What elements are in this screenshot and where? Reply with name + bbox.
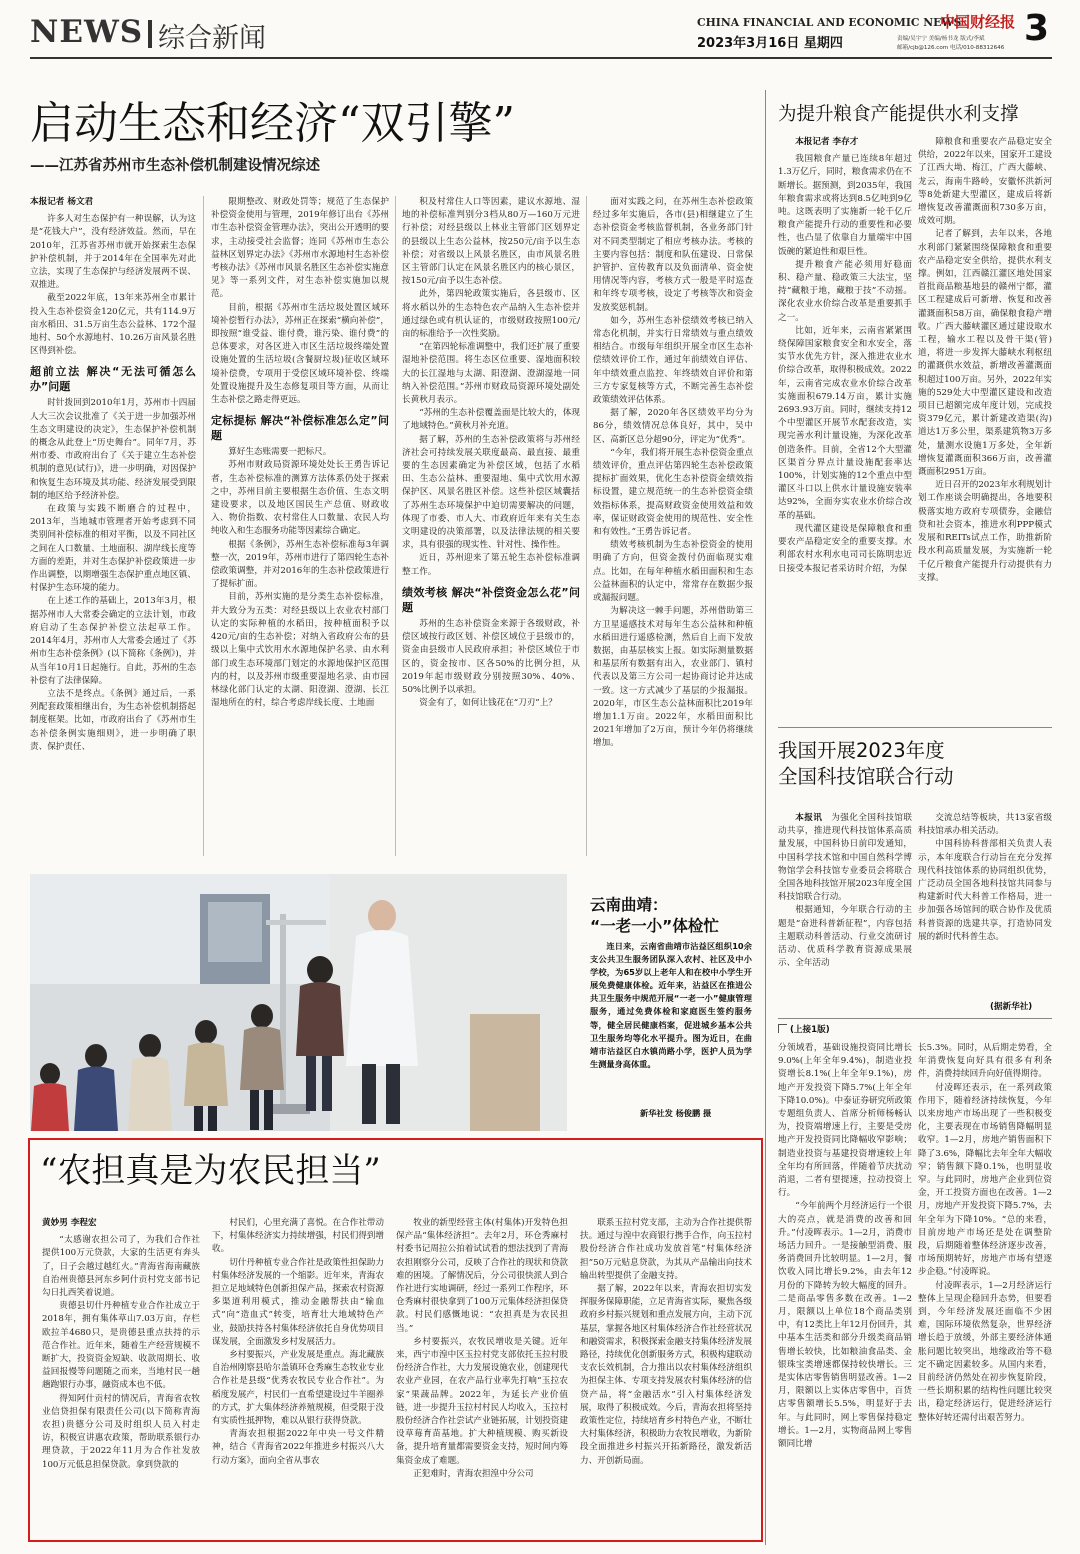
right2-byline: 本报讯	[795, 813, 823, 823]
paragraph: 乡村要振兴，产业发展是重点。海北藏族自治州刚察县哈尔盖镇环仓秀麻生态牧业专业合作社是县级“优秀农牧民专业合作社”。为稻度发展产，村民们一直希望建设过牛羊圈养的方式，扩大集体经济养殖规模，但受限于没有实质性抵押物，难以从银行获得贷款。	[212, 1350, 384, 1427]
paragraph: 付凌晖还表示，在一系列政策作用下，随着经济持续恢复，今年以来房地产市场出现了一些积极变化，主要表现在市场销售降幅明显收窄。1—2月，房地产销售面积下降了3.6%，降幅比去年全年大幅收窄；销售额下降0.1%，也明显收窄。与此同时，房地产企业到位资金，开工投资方面也在改善。1—2月，房地产开发投资下降5.7%，去年全年为下降10%。“总的来看，目前房地产市场还是处在调整阶段，后期随着整体经济逐步改善，市场预期转好，房地产市场有望逐步企稳。”付凌晖说。	[918, 1082, 1052, 1278]
column-rule	[586, 196, 587, 856]
paragraph-text: 为强化全国科技馆联动共享，推进现代科技馆体系高质量发展，中国科协日前印发通知，中国科学技术馆和中国自然科学博物馆学会科技馆专业委员会将联合全国各地科技馆开展2023年度全国科技馆联合行动。	[778, 813, 912, 903]
paragraph: 许多人对生态保护有一种误解，认为这是“花钱大户”，没有经济效益。然而，早在2010年，江苏省苏州市就开始探索生态保护补偿机制，并于2014年在全国率先对此立法，实现了生态保护与经济发展两不误、双推进。	[30, 214, 196, 291]
right1-byline: 本报记者 李存才	[795, 137, 859, 147]
column-rule	[395, 196, 396, 856]
paragraph: 苏州市财政局资源环境处处长王勇告诉记者，生态补偿标准的测算方法体系仍处于探索之中，苏州目前主要根据生态价值、生态文明建设要求，以及地区国民生产总值、财政收入、物价指数、农村常住人口数量、农民人均纯收入和生态服务功能等因素综合确定。	[211, 460, 389, 537]
right2-title-line-1: 我国开展2023年度	[778, 739, 945, 762]
paragraph	[778, 812, 912, 904]
paragraph: 近日，苏州迎来了第五轮生态补偿标准调整工作。	[402, 553, 580, 577]
bottom-column-2	[212, 1217, 384, 1535]
section-rule	[778, 1018, 1052, 1019]
paragraph: 正犯难时，青海农担湟中分公司	[413, 1468, 534, 1479]
bottom-column-4	[580, 1217, 752, 1535]
paragraph: 联系玉拉村党支部，主动为合作社提供帮扶。通过与湟中农商银行携手合作，向玉拉村股份经济合作社成功发放首笔“村集体经济担”50万元贴息贷款，为其从产品输出向技术输出转型提供了金融支持。	[580, 1218, 752, 1281]
paragraph: 时针拨回到2010年1月，苏州市十四届人大三次会议批准了《关于进一步加强苏州生态文明建设的决定》，生态保护补偿机制的概念从此登上“历史舞台”。同年7月，苏州市委、市政府出台了《关于建立生态补偿机制的意见(试行)》，进一步明确，对因保护和恢复生态环境及其功能、经济发展受到限制的地区给予经济补偿。	[30, 398, 196, 501]
paragraph: “太感谢农担公司了，为我们合作社提供100万元贷款，大家的生活更有奔头了，日子会越过越红火。”青海省海南藏族自治州贵德县河东乡阿什贡村党支部书记勾日扎西笑着说道。	[42, 1235, 200, 1299]
lead-byline: 本报记者 杨文君	[30, 197, 94, 207]
photo-credit: 新华社发 杨俊鹏 摄	[640, 1108, 712, 1118]
paragraph: “在第四轮标准调整中，我们还扩展了重要湿地补偿范围。将生态区位重要、湿地面积较大的长江湿地与太湖、阳澄湖、澄湖湿地一同纳入补偿范围。”苏州市财政局资源环境处副处长黄秋月表示。	[402, 342, 580, 406]
paragraph: 资金有了，如何让钱花在“刀刃”上？	[419, 698, 557, 709]
paragraph: 长5.3%。同时，从后期走势看，全年消费恢复向好具有很多有利条件，消费持续回升向好值得期待。	[918, 1043, 1052, 1080]
paragraph: 中国科协科普部相关负责人表示，本年度联合行动旨在充分发挥现代科技馆体系的协同组织优势，广泛动员全国各地科技馆共同参与构建新时代大科普工作格局，进一步加强各场馆间的联合协作及优质科普资源的选建共享，打造协同发展的新时代科普生态。	[918, 839, 1052, 942]
right1-column-1	[778, 136, 912, 721]
paragraph: 苏州的生态补偿资金来源于各级财政，补偿区域按行政区划、补偿区域位于县级市的，资金由县级市人民政府承担；补偿区域位于市区的，资金按市、区各50%的比例分担，从2019年起市级财政分别按照30%、40%、50%比例予以承担。	[402, 618, 580, 695]
page-number: 3	[1024, 8, 1050, 49]
paragraph: 截至2022年底，13年来苏州全市累计投入生态补偿资金120亿元，共有114.9万亩水稻田、31.5万亩生态公益林、172个湿地村、50个水源地村、10.26万亩风景名胜区得到补偿。	[30, 293, 196, 357]
paragraph: 在政策与实践不断磨合的过程中，2013年，当地城市管理者开始考虑到不同类别间补偿标准的相对平衡，以及不同社区之间在人口数量、土地面积、湖岸线长度等方面的差距，并对生态保护补偿政策进一步作出调整，以期增强生态保护重点地区镇、村保护生态环境的能力。	[30, 504, 196, 594]
lead-column-1	[30, 196, 196, 856]
right2-column-2	[918, 812, 1052, 992]
right-column-rule	[765, 90, 766, 1545]
paragraph: 分领域看，基础设施投资同比增长9.0%(上年全年9.4%)，制造业投资增长8.1%(上年全年9.1%)，房地产开发投资下降5.7%(上年全年下降10.0%)。中泰证券研究所政策专题组负责人、首席分析师杨畅认为，投资端增速上行，主要是受房地产开发投资同比降幅收窄影响；制造业投资与基建投资增速较上年全年均有所回落，伴随着节庆扰动消退，二者有望提速，拉动投资上行。	[778, 1043, 912, 1199]
paragraph: 限期整改、财政处罚等；规范了生态保护补偿资金使用与管理，2019年修订出台《苏州市生态补偿资金管理办法》，突出公开透明的要求，主动接受社会监督；连同《苏州市生态公益林区划界定办法》《苏州市水源地村生态补偿考核办法》《苏州市风景名胜区生态补偿实施意见》等一系列文件，对生态补偿实施加以规范。	[211, 197, 389, 300]
paragraph: 立法不是终点。《条例》通过后，一系列配套政策相继出台，为生态补偿机制搭起制度框架。比如，市政府出台了《苏州市生态补偿条例实施细则》，进一步明确了职责、保护责任、	[30, 688, 196, 752]
paragraph: 牧业的新型经营主体(村集体)开发特色担保产品“集体经济担”。去年2月，环仓秀麻村村委书记周拉公拍着试试看的想法找到了青海农担刚察分公司，反映了合作社的现状和贷款难的困境。了解情况后，分公司很快派人到合作社进行实地调研，经过一系列工作程序，环仓秀麻村很快拿到了100万元集体经济担保贷款。村民们感慨地说：“农担真是为农民担当。”	[396, 1218, 568, 1334]
paragraph: “苏州的生态补偿覆盖面是比较大的，体现了地域特色。”黄秋月补充道。	[402, 408, 580, 432]
right2-column-1	[778, 812, 912, 992]
paragraph: “今年前两个月经济运行一个很大的亮点，就是消费的改善和回升。”付凌晖表示。1—2月，消费市场活力回升。一是接触型消费、服务消费回升比较明显。1—2月，餐饮收入同比增长9.2%，由去年12月份的下降转为较大幅度的回升。二是商品零售多数在改善。1—2月，限额以上单位18个商品类别中，有12类比上年12月份回升，其中基本生活类和部分升级类商品销售增长较快，比如粮油食品类、金银珠宝类增速都保持较快增长。三是实体店零售销售明显改善。1—2月，限额以上实体店零售中，百货店零售额增长5.5%，明显好于去年。与此同时，网上零售保持稳定增长。1—2月，实物商品网上零售额同比增	[778, 1201, 912, 1450]
masthead-rule	[30, 57, 1052, 59]
photo-title-line-2: “一老一小”体检忙	[590, 917, 719, 935]
paragraph: 切什丹种植专业合作社是政策性担保助力村集体经济发展的一个缩影。近年来，青海农担立足地域特色创新担保产品，探索农村资源多渠道利用模式，推动金融帮扶由“输血式”向“造血式”转变，培育壮大地域特色产业，鼓励扶持各村集体经济依托自身优势项目谋发展，全面激发乡村发展活力。	[212, 1257, 384, 1347]
paragraph: 如今，苏州生态补偿绩效考核已纳入常态化机制，并实行日常绩效与重点绩效相结合。市级每年组织开展全市区生态补偿绩效评价工作，通过年前绩效自评估、年中绩效重点监控、年终绩效自评价和第三方专家复核等方式，不断完善生态补偿政策绩效评估体系。	[593, 315, 753, 406]
paragraph: 绩效考核机制为生态补偿资金的使用明确了方向，但资金拨付仍面临现实难点。比如，在每年种植水稻田面积和生态公益林面积的认定中，常常存在数据少报或漏报问题。	[593, 540, 753, 604]
lead-subhead-2: 定标提标 解决“补偿标准怎么定”问题	[211, 414, 389, 443]
bottom-byline: 黄妙男 李程宏	[42, 1218, 97, 1228]
paragraph: 据了解，苏州的生态补偿政策将与苏州经济社会可持续发展关联度最高、最直接、最重要的生态因素确定为补偿区域，包括了水稻田、生态公益林、重要湿地、集中式饮用水源保护区、风景名胜区补偿。这些补偿区域囊括了苏州生态环境保护中迫切需要解决的问题，体现了市委、市人大、市政府近年来有关生态文明建设的决策部署，以及法律法规的相关要求，具有很强的现实性、针对性、操作性。	[402, 434, 580, 551]
paragraph: 目前，根据《苏州市生活垃圾处置区域环境补偿暂行办法》，苏州正在探索“横向补偿”，即按照“谁受益、谁付费，谁污染、谁付费”的总体要求，对各区进入市区生活垃圾终端处置设施处置的生活垃圾(含餐厨垃圾)征收区域环境补偿费，专项用于受偿区域环境补偿、终端处置设施提升及生态修复项目等方面，从而让生态补偿之路走得更远。	[211, 302, 389, 406]
paragraph: 付凌晖表示，1—2月经济运行整体上呈现企稳回升态势，但要看到，今年经济发展还面临不少困难，国际环境依然复杂，世界经济增长趋于放缓，外部主要经济体通胀问题比较突出，地缘政治等不稳定不确定因素较多。从国内来看，目前经济仍然处在初步恢复阶段，一些长期积累的结构性问题比较突出，稳定经济运行，促进经济运行整体好转还需付出艰苦努力。	[918, 1280, 1052, 1423]
photo-title-line-1: 云南曲靖：	[590, 896, 668, 914]
section-divider	[148, 20, 152, 48]
lead-column-2	[211, 196, 389, 856]
right2-title-line-2: 全国科技馆联合行动	[778, 765, 954, 788]
news-photo	[30, 874, 567, 1131]
paragraph: 积及村常住人口等因素，建议水源地、湿地的补偿标准判别分3档从80万—160万元进行补偿；对经县级以上林业主管部门区划界定的县级以上生态公益林，按250元/亩予以生态补偿；对省级以上风景名胜区，由市风景名胜区主管部门认定在风景名胜区内的核心景区，按150元/亩予以生态补偿。	[402, 197, 580, 287]
paragraph: 交流总结等板块，共13家省级科技馆承办相关活动。	[918, 813, 1052, 837]
section-name: 综合新闻	[158, 23, 266, 54]
bottom-title: “农担真是为农民担当”	[40, 1151, 381, 1191]
paragraph: 村民们，心里充满了喜悦。在合作社带动下，村集体经济实力持续增强，村民们得到增收。	[212, 1218, 384, 1255]
paragraph: 乡村要振兴，农牧民增收是关键。近年来，西宁市湟中区玉拉村党支部依托玉拉村股份经济合作社，大力发展设施农业，创建现代农业产业园，在农产品行业率先打响“玉拉农家”果蔬品牌。2022年，为延长产业价值链，进一步提升玉拉村村民人均收入，玉拉村股份经济合作社尝试产业链拓展，计划投资建设草莓育苗基地。扩大种植规模、购买新设备，提升培育量都需要资金支持，短时间内筹集资金成了难题。	[396, 1336, 568, 1466]
paragraph: 我国粮食产量已连续8年超过1.3万亿斤，同时，粮食需求仍在不断增长。据预测，到2035年，我国年粮食需求或将达到8.5亿吨到9亿吨。这既表明了实施新一轮千亿斤粮食产能提升行动的重要性和必要性，也凸显了依靠自力量端牢中国饭碗的紧迫性和艰巨性。	[778, 154, 912, 257]
paragraph: 面对实践之问，在苏州生态补偿政策经过多年实施后，各市(县)相继建立了生态补偿资金考核监督机制，各业务部门针对不同类型制定了相应考核办法。考核的主要内容包括：制度和队伍建设、日常保护管护、宣传教育以及负面清单、资金使用情况等内容，考核方式一般是平时巡查和年终专项考核，设定了考核等次和资金发放奖惩机制。	[593, 197, 753, 313]
right2-source: (据新华社)	[990, 1002, 1033, 1012]
lead-subtitle: ——江苏省苏州市生态补偿机制建设情况综述	[30, 158, 320, 174]
paragraph: 得知阿什贡村的情况后，青海省农牧业信贷担保有限责任公司(以下简称青海农担)贵德分公司及时组织人员入村走访，积极宣讲惠农政策，帮助联系银行办理贷款，于2022年11月为合作社发放100万元低息担保贷款。拿到贷款的	[42, 1393, 200, 1470]
paragraph: 贵德县切什丹种植专业合作社成立于2018年，拥有集体草山7.03万亩，存栏欧拉羊4680只，是贵德县重点扶持的示范合作社。近年来，随着生产经营规模不断扩大，投资资金短缺、收款周期长、收益回报慢等问题随之而来，当地村民一趟趟跑银行办事，融资成本也不低。	[42, 1301, 200, 1391]
paragraph: 比如，近年来，云南省紧紧围绕保障国家粮食安全和水安全，落实节水优先方针，深入推进农业水价综合改革，取得积极成效。2022年，云南省完成农业水价综合改革实施面积679.14万亩，累计实施2693.93万亩。同时，继续支持12个中型灌区开展节水配套改造，实现完善水利计量设施，为深化改革创造条件。目前，全省12个大型灌区渠首分界点计量设施配套率达100%，计划实施的12个重点中型灌区斗口以上供水计量设施安装率达92%，全面夯实农业水价综合改革的基础。	[778, 325, 912, 521]
paragraph: 算好生态账需要一把标尺。	[228, 447, 332, 458]
paragraph: 根据《条例》，苏州生态补偿标准每3年调整一次，2019年，苏州市进行了第四轮生态补偿政策调整，并对2016年的生态补偿政策进行了提标扩面。	[211, 539, 389, 590]
bottom-column-1	[42, 1217, 200, 1535]
issue-date: 2023年3月16日 星期四	[697, 36, 843, 51]
paragraph: 提升粮食产能必须用好稳面积、稳产量、稳政策三大法宝，坚持“藏粮于地，藏粮于技”不动摇。深化农业水价综合改革是重要抓手之一。	[778, 259, 912, 323]
paragraph: 在上述工作的基础上，2013年3月，根据苏州市人大常委会确定的立法计划，市政府启动了生态保护补偿立法起草工作。2014年4月，苏州市人大常委会通过了《苏州市生态补偿条例》(以下简称《条例》)，并从当年10月1日起施行。自此，苏州的生态补偿有了法律保障。	[30, 596, 196, 686]
column-rule	[203, 196, 204, 856]
photo-caption	[590, 940, 752, 1114]
paragraph: 近日召开的2023年水利规划计划工作座谈会明确提出，各地要积极落实地方政府专项债券，金融信贷和社会资本，推进水利PPP模式发展和REITs试点工作，助推新阶段水利高质量发展，为实施新一轮千亿斤粮食产能提升行动提供有力支撑。	[918, 480, 1052, 583]
lead-column-4	[593, 196, 753, 856]
paragraph: 据了解，2022年以来，青海农担切实发挥服务保障职能，立足青海省实际，聚焦各级政府乡村振兴规划和重点发展方向，主动下沉基层，掌握各地区村集体经济合作社经营状况和融资需求，积极探索金融支持集体经济发展路径，持续优化创新服务方式，积极构建联动支农长效机制，合力推出以农村集体经济组织为担保主体、专项支持发展农村集体经济的信贷产品，将“金融活水”引入村集体经济发展，取得了积极成效。今后，青海农担将坚持政策性定位，持续培育乡村特色产业，不断壮大村集体经济，积极助力农牧民增收，为新阶段全面推进乡村振兴开拓新路径，激发新活力、开创新局面。	[580, 1284, 752, 1466]
right3-column-1	[778, 1042, 912, 1542]
right1-column-2	[918, 136, 1052, 721]
editors: 责编/吴宇宁 美编/杨书龙 版式/李斌	[897, 36, 985, 42]
lead-subhead-1: 超前立法 解决“无法可循怎么办”问题	[30, 365, 196, 394]
continued-marker	[778, 1024, 787, 1033]
lead-column-3	[402, 196, 580, 856]
paragraph: 记者了解到，去年以来，各地水利部门紧紧围绕保障粮食和重要农产品稳定安全供给，提供水利支撑。例如，江西赣江灌区地处国家首批商品粮基地县的赣州宁都，灌区工程建成后可新增、恢复和改善灌溉面积58万亩，确保粮食稳产增收。广西大藤峡灌区通过建设取水工程，输水工程以及骨干渠(管)道，将进一步发挥大藤峡水利枢纽的灌溉供水效益，新增改善灌溉面积超过100万亩。另外，2022年实施的529处大中型灌区建设和改造项目已超额完成年度计划，完成投资379亿元，累计新建改造渠(沟)道达1万多公里，渠系建筑物3万多处，量测水设施1万多处，全年新增恢复灌溉面积366万亩，改善灌溉面积2951万亩。	[918, 229, 1052, 478]
continued-from-label: (上接1版)	[790, 1025, 830, 1035]
paragraph: 障粮食和重要农产品稳定安全供给，2022年以来，国家开工建设了江西大坳、梅江，广西大藤峡、龙云，海南牛路岭，安徽怀洪新河等8处新建大型灌区，建成后将新增恢复改善灌溉面积730多万亩，成效可期。	[918, 137, 1052, 227]
paragraph: 青海农担根据2022年中央一号文件精神，结合《青海省2022年推进乡村振兴八大行动方案》，面向全省从事农	[212, 1429, 384, 1466]
bottom-column-3	[396, 1217, 568, 1535]
paragraph: “今年，我们将开展生态补偿资金重点绩效评价，重点评估第四轮生态补偿政策提标扩面效果，优化生态补偿资金绩效指标设置，建立规范统一的生态补偿资金绩效指标体系，提高财政资金使用效益和效率，保证财政资金使用的规范性、安全性和有效性。”王勇告诉记者。	[593, 447, 753, 538]
photo-illustration	[30, 874, 567, 1131]
caption-text: 连日来，云南省曲靖市沾益区组织10余支公共卫生服务团队深入农村、社区及中小学校，为65岁以上老年人和在校中小学生开展免费健康体检。近年来，沾益区在推进公共卫生服务中规范开展“一老一小”健康管理服务，通过免费体检和家庭医生签约服务等，健全居民健康档案，促进城乡基本公共卫生服务均等化水平提升。图为近日，在曲靖市沾益区白水镇尚路小学，医护人员为学生测量身高体重。	[590, 941, 752, 1069]
paragraph: 为解决这一棘手问题，苏州借助第三方卫星遥感技术对每年生态公益林和种植水稻田进行遥感检测，然后自上而下发放数据，由基层核实上报。如实际测量数据和基层所有数据有出入，农业部门、镇村代表以及第三方公司一起协商讨论并达成一致。这一方式减少了基层的少报漏报。2020年，市区生态公益林面积比2019年增加1.1万亩。2022年，水稻田面积比2021年增加了2万亩，预计今年仍将继续增加。	[593, 606, 753, 749]
section-rule	[778, 727, 1052, 728]
paragraph: 此外，第四轮政策实施后，各县级市、区将水稻以外的生态特色农产品纳入生态补偿并通过绿色或有机认证的，市级财政按照100元/亩的标准给予一次性奖励。	[402, 289, 580, 340]
contact: 邮箱/cjb@126.com 电话/010-88312646	[897, 45, 1005, 51]
paper-logo: 中国财经报	[940, 13, 1016, 31]
paper-name-en: CHINA FINANCIAL AND ECONOMIC NEWS	[697, 16, 962, 29]
paragraph: 目前，苏州实施的是分类生态补偿标准，并大致分为五类：对经县级以上农业农村部门认定的实际种植的水稻田，按种植面积予以420元/亩的生态补偿；对纳入省政府公布的县级以上集中式饮用水水源地保护名录、由水利部门或生态环境部门划定的水源地保护区范围内的村，以及苏州市级重要湿地名录、由市园林绿化部门认定的太湖、阳澄湖、澄湖、长江湿地所在的村，综合考虑岸线长度、土地面	[211, 592, 389, 709]
right3-column-2	[918, 1042, 1052, 1542]
masthead	[0, 0, 1080, 60]
lead-title: 启动生态和经济“双引擎”	[30, 98, 515, 149]
lead-subhead-3: 绩效考核 解决“补偿资金怎么花”问题	[402, 585, 580, 614]
right1-title: 为提升粮食产能提供水利支撑	[778, 104, 1019, 125]
paragraph: 根据通知，今年联合行动的主题是“奋进科普新征程”，内容包括主题联动科普活动、行业交流研讨活动、优质科学教育资源成果展示、全年活动	[778, 905, 912, 969]
news-word: NEWS	[30, 14, 144, 50]
paragraph: 现代灌区建设是保障粮食和重要农产品稳定安全的重要支撑。水利部农村水利水电司司长陈明忠近日接受本报记者采访时介绍，为保	[778, 523, 912, 574]
paragraph: 据了解，2020年各区绩效平均分为86分，绩效情况总体良好，其中，吴中区、高新区总分超90分，评定为“优秀”。	[593, 408, 753, 445]
